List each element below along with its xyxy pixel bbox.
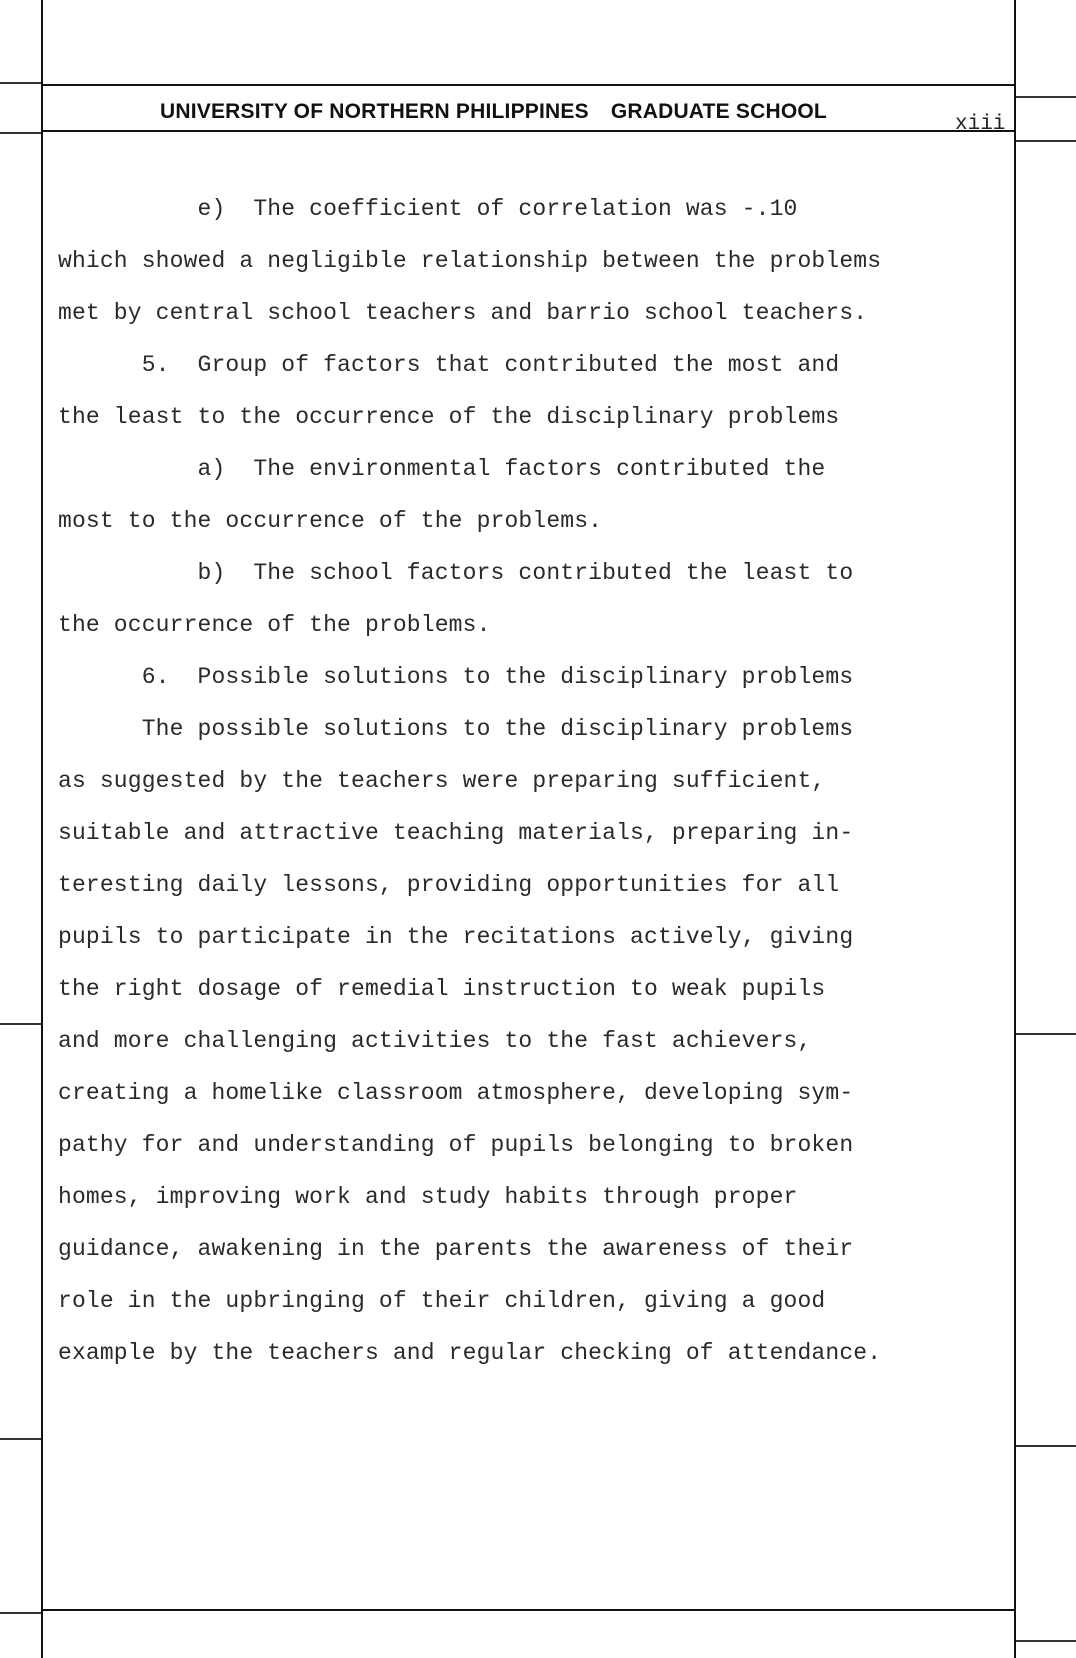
edge-tick <box>1016 1033 1076 1035</box>
edge-tick <box>1016 96 1076 98</box>
text-line: guidance, awakening in the parents the awareness of their <box>58 1236 854 1262</box>
footer-rule <box>41 1609 1016 1611</box>
edge-tick <box>0 132 41 134</box>
text-line: pupils to participate in the recitations actively, giving <box>58 924 854 950</box>
text-line: example by the teachers and regular checking of attendance. <box>58 1340 882 1366</box>
edge-tick <box>1016 1445 1076 1447</box>
page-number: xiii <box>955 113 1006 136</box>
text-line: met by central school teachers and barrio school teachers. <box>58 300 868 326</box>
text-line: creating a homelike classroom atmosphere, developing sym- <box>58 1080 854 1106</box>
header-rule-bottom <box>41 130 1016 132</box>
edge-tick <box>1016 1640 1076 1642</box>
edge-tick <box>0 1612 41 1614</box>
edge-tick <box>0 82 41 84</box>
text-line: the occurrence of the problems. <box>58 612 491 638</box>
text-line: which showed a negligible relationship between the problems <box>58 248 882 274</box>
institution-name: UNIVERSITY OF NORTHERN PHILIPPINES <box>160 100 589 123</box>
school-name: GRADUATE SCHOOL <box>610 100 827 123</box>
text-line: and more challenging activities to the fast achievers, <box>58 1028 812 1054</box>
right-margin-rule <box>1014 0 1016 1658</box>
text-line: the right dosage of remedial instruction to weak pupils <box>58 976 826 1002</box>
edge-tick <box>1016 140 1076 142</box>
text-line: pathy for and understanding of pupils belonging to broken <box>58 1132 854 1158</box>
text-line: a) The environmental factors contributed the <box>58 456 826 482</box>
text-line: The possible solutions to the disciplinary problems <box>58 716 854 742</box>
text-line: 6. Possible solutions to the disciplinary problems <box>58 664 854 690</box>
page-header <box>160 100 920 124</box>
text-line: most to the occurrence of the problems. <box>58 508 603 534</box>
text-line: homes, improving work and study habits through proper <box>58 1184 798 1210</box>
text-line: role in the upbringing of their children, giving a good <box>58 1288 826 1314</box>
text-line: suitable and attractive teaching materials, preparing in- <box>58 820 854 846</box>
header-rule-top <box>41 84 1016 86</box>
text-line: as suggested by the teachers were preparing sufficient, <box>58 768 826 794</box>
edge-tick <box>0 1023 41 1025</box>
text-line: e) The coefficient of correlation was -.10 <box>58 196 798 222</box>
text-line: teresting daily lessons, providing opportunities for all <box>58 872 840 898</box>
text-line: b) The school factors contributed the least to <box>58 560 854 586</box>
text-line: 5. Group of factors that contributed the most and <box>58 352 840 378</box>
left-margin-rule <box>41 0 43 1658</box>
text-line: the least to the occurrence of the disciplinary problems <box>58 404 840 430</box>
edge-tick <box>0 1438 41 1440</box>
